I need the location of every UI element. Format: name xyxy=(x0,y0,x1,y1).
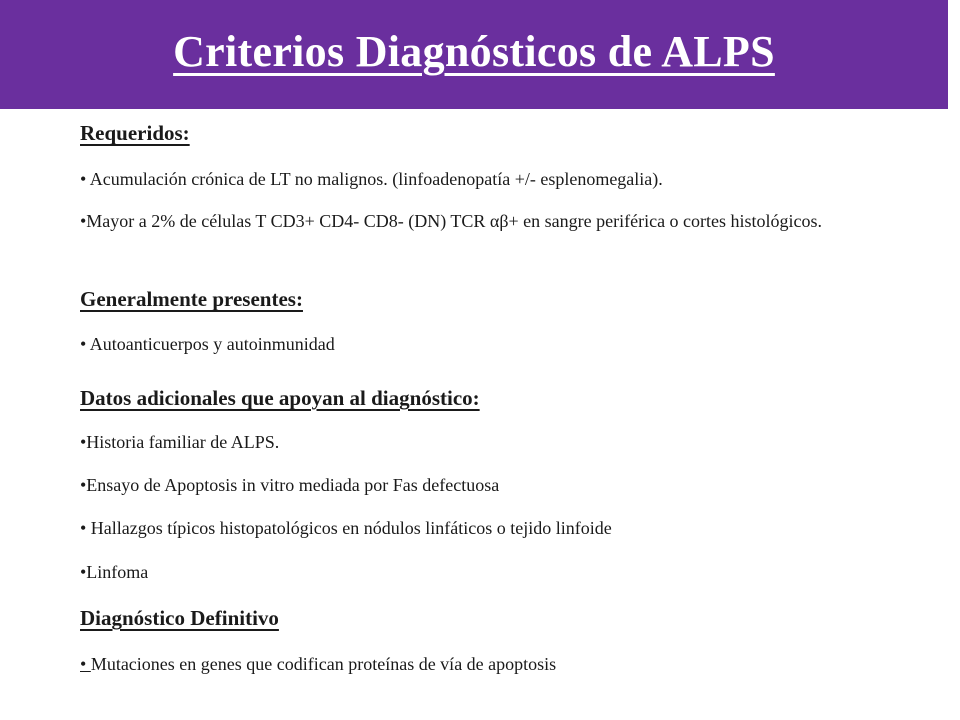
list-item-definitivo xyxy=(80,652,556,677)
list-item: •Ensayo de Apoptosis in vitro mediada por Fas defectuosa xyxy=(80,475,500,495)
list-item: •Historia familiar de ALPS. xyxy=(80,432,280,452)
list-item: •Linfoma xyxy=(80,562,149,582)
list-item: • Autoanticuerpos y autoinmunidad xyxy=(80,334,335,354)
list-item: • Hallazgos típicos histopatológicos en nódulos linfáticos o tejido linfoide xyxy=(80,518,612,538)
section-heading-requeridos: Requeridos: xyxy=(80,121,190,145)
section-heading-adicionales: Datos adicionales que apoyan al diagnóstico: xyxy=(80,386,480,410)
section-heading-generalmente: Generalmente presentes: xyxy=(80,287,303,311)
section-heading-definitivo: Diagnóstico Definitivo xyxy=(80,606,279,630)
list-item-text: Mutaciones en genes que codifican proteínas de vía de apoptosis xyxy=(90,654,557,674)
list-item: • Acumulación crónica de LT no malignos. (linfoadenopatía +/- esplenomegalia). xyxy=(80,169,663,189)
list-item: •Mayor a 2% de células T CD3+ CD4- CD8- (DN) TCR αβ+ en sangre periférica o cortes histológicos. xyxy=(80,211,823,231)
underlined-bullet: • xyxy=(80,654,91,674)
slide-title: Criterios Diagnósticos de ALPS xyxy=(173,27,775,76)
right-edge-strip xyxy=(948,0,960,720)
title-bar xyxy=(0,0,948,109)
